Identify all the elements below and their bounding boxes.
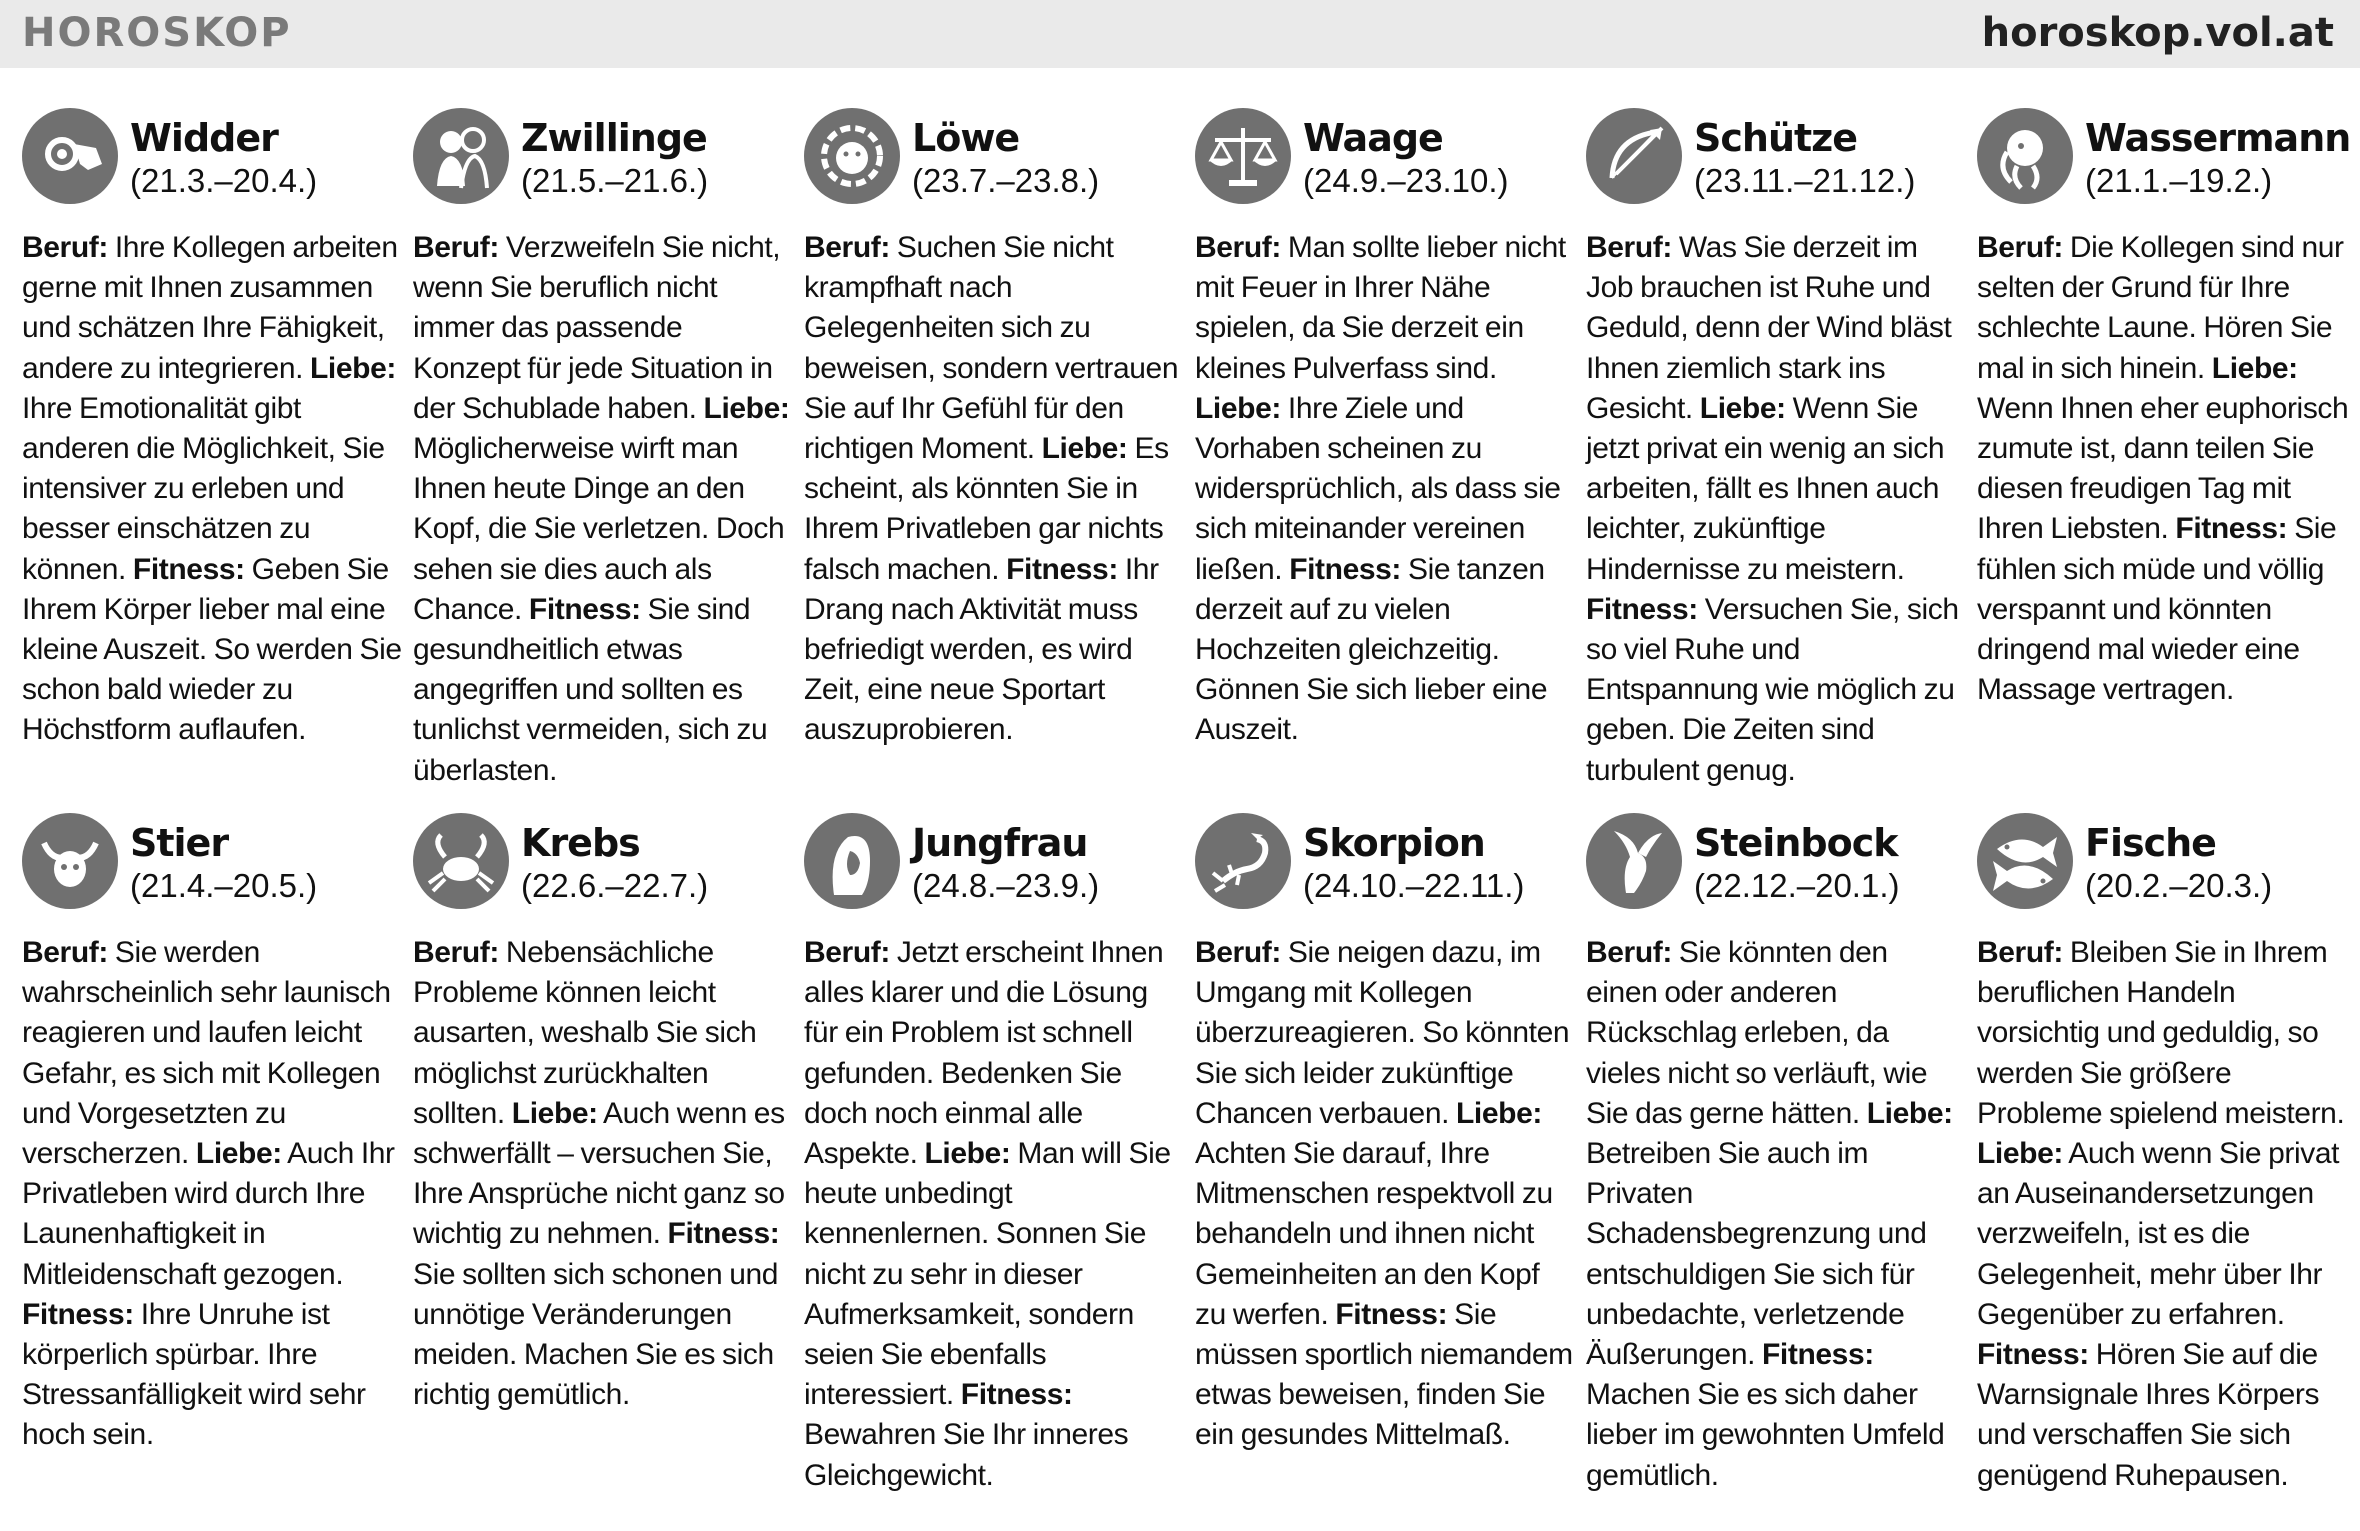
fitness-text: Machen Sie es sich daher lieber im gewohnten Umfeld gemütlich. (1586, 1378, 1945, 1492)
sign-header (1977, 813, 2357, 921)
liebe-label: Liebe: (1866, 1096, 1953, 1130)
sign-date: (24.8.–23.9.) (912, 867, 1100, 904)
sign-header (1586, 813, 1966, 921)
sign-name: Jungfrau (912, 821, 1088, 865)
sign-name: Löwe (912, 116, 1020, 160)
sign-titles (1694, 116, 1915, 202)
sign-card (1586, 813, 1966, 1518)
sign-header (413, 813, 793, 921)
sign-date: (21.1.–19.2.) (2085, 162, 2273, 199)
liebe-label: Liebe: (1699, 391, 1786, 425)
liebe-text: Es scheint, als könnten Sie in Ihrem Privatleben gar nichts falsch machen. (804, 432, 1169, 586)
fitness-text: Sie sollten sich schonen und unnötige Veränderungen meiden. Machen Sie es sich richtig gemütlich. (413, 1257, 779, 1412)
sign-text (804, 228, 1184, 751)
beruf-text: Sie könnten den einen oder anderen Rückschlag erleben, da vieles nicht so verläuft, wie Sie das gerne hätten. (1586, 936, 1928, 1130)
beruf-label: Beruf: (1586, 936, 1672, 969)
sign-card (804, 813, 1184, 1518)
fitness-text: Ihr Drang nach Aktivität muss befriedigt werden, es wird Zeit, eine neue Sportart auszuprobieren. (804, 552, 1159, 747)
sign-card (1586, 108, 1966, 813)
sign-name: Steinbock (1694, 821, 1898, 865)
sign-titles (1694, 821, 1899, 907)
sign-card (22, 108, 402, 813)
horoscope-grid (22, 108, 2352, 1518)
site-url: horoskop.vol.at (1981, 10, 2334, 56)
liebe-label: Liebe: (924, 1137, 1011, 1171)
sign-header (804, 813, 1184, 921)
header-bar (0, 0, 2360, 68)
sign-date: (21.4.–20.5.) (130, 867, 318, 904)
beruf-text: Jetzt erscheint Ihnen alles klarer und die Lösung für ein Problem ist schnell gefunden. Bedenken Sie doch noch einmal alle Aspekte. (804, 936, 1164, 1171)
sign-date: (22.12.–20.1.) (1694, 867, 1900, 904)
sign-text (413, 933, 793, 1415)
beruf-text: Man sollte lieber nicht mit Feuer in Ihrer Nähe spielen, da Sie derzeit ein kleines Pulverfass sind. (1195, 231, 1566, 385)
sign-titles (2085, 116, 2350, 202)
fitness-label: Fitness: (960, 1378, 1073, 1412)
liebe-text: Auch wenn es schwerfällt – versuchen Sie, Ihre Ansprüche nicht ganz so wichtig zu nehmen. (413, 1096, 785, 1251)
sign-date: (23.7.–23.8.) (912, 162, 1100, 199)
fitness-text: Geben Sie Ihrem Körper lieber mal eine kleine Auszeit. So werden Sie schon bald wieder zu Höchstform auflaufen. (22, 552, 402, 747)
sign-titles (1303, 116, 1508, 202)
liebe-label: Liebe: (511, 1096, 598, 1130)
archer-icon (1586, 108, 1682, 204)
lion-icon (804, 108, 900, 204)
liebe-label: Liebe: (1041, 432, 1128, 466)
liebe-label: Liebe: (310, 351, 396, 385)
beruf-text: Ihre Kollegen arbeiten gerne mit Ihnen zusammen und schätzen Ihre Fähigkeit, andere zu integrieren. (22, 231, 398, 385)
sign-card (22, 813, 402, 1518)
fitness-label: Fitness: (132, 552, 245, 586)
sign-titles (912, 821, 1099, 907)
ram-icon (22, 108, 118, 204)
beruf-label: Beruf: (1195, 231, 1281, 264)
fitness-text: Sie müssen sportlich niemandem etwas beweisen, finden Sie ein gesundes Mittelmaß. (1195, 1297, 1573, 1452)
liebe-text: Achten Sie darauf, Ihre Mitmenschen respektvoll zu behandeln und ihnen nicht Gemeinheiten an den Kopf zu werfen. (1195, 1137, 1553, 1331)
fitness-label: Fitness: (528, 592, 641, 626)
sign-text (22, 933, 402, 1456)
liebe-label: Liebe: (2211, 351, 2298, 385)
sign-text (1977, 228, 2357, 710)
beruf-label: Beruf: (1586, 231, 1672, 264)
sign-card (804, 108, 1184, 813)
fitness-text: Sie sind gesundheitlich etwas angegriffen und sollten es tunlichst vermeiden, sich zu überlasten. (413, 592, 768, 787)
sign-card (1195, 813, 1575, 1518)
crab-icon (413, 813, 509, 909)
fitness-label: Fitness: (1289, 552, 1402, 586)
sign-header (1195, 108, 1575, 216)
sign-date: (21.3.–20.4.) (130, 162, 318, 199)
sign-name: Waage (1303, 116, 1443, 160)
sign-date: (24.10.–22.11.) (1303, 867, 1525, 904)
scorpion-icon (1195, 813, 1291, 909)
sign-name: Wassermann (2085, 116, 2351, 160)
beruf-label: Beruf: (804, 936, 890, 969)
sign-name: Widder (130, 116, 278, 160)
beruf-text: Sie werden wahrscheinlich sehr launisch reagieren und laufen leicht Gefahr, es sich mit Kollegen und Vorgesetzten zu verscherzen. (22, 936, 391, 1171)
liebe-text: Auch Ihr Privatleben wird durch Ihre Launenhaftigkeit in Mitleidenschaft gezogen. (22, 1137, 395, 1291)
liebe-label: Liebe: (1195, 391, 1281, 425)
beruf-text: Was Sie derzeit im Job brauchen ist Ruhe und Geduld, denn der Wind bläst Ihnen ziemlich stark ins Gesicht. (1586, 231, 1952, 425)
liebe-text: Auch wenn Sie privat an Auseinandersetzungen verzweifeln, ist es die Gelegenheit, mehr über Ihr Gegenüber zu erfahren. (1977, 1137, 2340, 1331)
sign-card (413, 813, 793, 1518)
fitness-label: Fitness: (1977, 1338, 2089, 1372)
sign-text (1977, 933, 2357, 1496)
sign-text (22, 228, 402, 751)
beruf-text: Suchen Sie nicht krampfhaft nach Gelegenheiten sich zu beweisen, sondern vertrauen Sie auf Ihr Gefühl für den richtigen Moment. (804, 231, 1179, 466)
liebe-text: Möglicherweise wirft man Ihnen heute Dinge an den Kopf, die Sie verletzen. Doch sehen sie dies auch als Chance. (413, 432, 785, 626)
sign-name: Fische (2085, 821, 2216, 865)
sign-text (1586, 933, 1966, 1496)
sign-titles (2085, 821, 2272, 907)
sign-text (1586, 228, 1966, 791)
sign-date: (20.2.–20.3.) (2085, 867, 2273, 904)
liebe-label: Liebe: (703, 391, 790, 425)
sign-text (804, 933, 1184, 1496)
beruf-text: Verzweifeln Sie nicht, wenn Sie beruflich nicht immer das passende Konzept für jede Situation in der Schublade haben. (413, 231, 781, 425)
fitness-label: Fitness: (1006, 552, 1118, 586)
sign-name: Schütze (1694, 116, 1858, 160)
fitness-text: Sie tanzen derzeit auf zu vielen Hochzeiten gleichzeitig. Gönnen Sie sich lieber eine Auszeit. (1195, 552, 1548, 747)
beruf-label: Beruf: (1977, 231, 2063, 264)
sign-name: Zwillinge (521, 116, 707, 160)
beruf-text: Sie neigen dazu, im Umgang mit Kollegen überzureagieren. So könnten Sie sich leider zukünftige Chancen verbauen. (1195, 936, 1570, 1130)
sign-card (1977, 108, 2357, 813)
liebe-label: Liebe: (195, 1137, 282, 1171)
fitness-text: Hören Sie auf die Warnsignale Ihres Körpers und verschaffen Sie sich genügend Ruhepausen. (1977, 1338, 2320, 1492)
sign-name: Stier (130, 821, 229, 865)
fitness-text: Ihre Unruhe ist körperlich spürbar. Ihre Stressanfälligkeit wird sehr hoch sein. (22, 1297, 366, 1452)
beruf-label: Beruf: (413, 936, 499, 969)
liebe-text: Ihre Ziele und Vorhaben scheinen zu widersprüchlich, als dass sie sich miteinander vereinen ließen. (1195, 391, 1561, 586)
twins-icon (413, 108, 509, 204)
beruf-label: Beruf: (22, 936, 108, 969)
sign-header (413, 108, 793, 216)
sign-header (22, 108, 402, 216)
liebe-text: Man will Sie heute unbedingt kennenlernen. Sonnen Sie nicht zu sehr in dieser Aufmerksamkeit, sondern seien Sie ebenfalls interessiert. (804, 1137, 1171, 1412)
ibex-icon (1586, 813, 1682, 909)
fitness-label: Fitness: (22, 1297, 134, 1331)
bull-icon (22, 813, 118, 909)
sign-text (1195, 228, 1575, 751)
beruf-label: Beruf: (1195, 936, 1281, 969)
sign-text (413, 228, 793, 791)
beruf-label: Beruf: (804, 231, 890, 264)
fitness-label: Fitness: (2175, 512, 2288, 546)
sign-date: (23.11.–21.12.) (1694, 162, 1916, 199)
sign-date: (24.9.–23.10.) (1303, 162, 1509, 199)
fitness-text: Sie fühlen sich müde und völlig verspannt und könnten dringend mal wieder eine Massage vertragen. (1977, 512, 2337, 707)
fitness-label: Fitness: (1586, 592, 1698, 626)
sign-titles (521, 116, 708, 202)
liebe-text: Betreiben Sie auch im Privaten Schadensbegrenzung und entschuldigen Sie sich für unbedachte, verletzende Äußerungen. (1586, 1137, 1927, 1372)
beruf-text: Bleiben Sie in Ihrem beruflichen Handeln vorsichtig und geduldig, so werden Sie größere Probleme spielend meistern. (1977, 936, 2345, 1130)
liebe-text: Wenn Sie jetzt privat ein wenig an sich arbeiten, fällt es Ihnen auch leichter, zukünftige Hindernisse zu meistern. (1586, 391, 1945, 586)
fitness-text: Versuchen Sie, sich so viel Ruhe und Entspannung wie möglich zu geben. Die Zeiten sind turbulent genug. (1586, 592, 1959, 787)
section-title: HOROSKOP (22, 10, 292, 56)
sign-text (1195, 933, 1575, 1456)
fitness-text: Bewahren Sie Ihr inneres Gleichgewicht. (804, 1418, 1129, 1492)
virgin-icon (804, 813, 900, 909)
sign-header (1586, 108, 1966, 216)
liebe-text: Wenn Ihnen eher euphorisch zumute ist, dann teilen Sie diesen freudigen Tag mit Ihren Liebsten. (1977, 391, 2349, 546)
beruf-label: Beruf: (22, 231, 108, 264)
beruf-text: Nebensächliche Probleme können leicht ausarten, weshalb Sie sich möglichst zurückhalten sollten. (413, 936, 757, 1130)
sign-titles (1303, 821, 1524, 907)
beruf-label: Beruf: (413, 231, 499, 264)
sign-titles (130, 116, 317, 202)
sign-header (22, 813, 402, 921)
sign-titles (912, 116, 1099, 202)
sign-date: (22.6.–22.7.) (521, 867, 709, 904)
liebe-label: Liebe: (1977, 1137, 2063, 1171)
sign-name: Skorpion (1303, 821, 1485, 865)
sign-date: (21.5.–21.6.) (521, 162, 709, 199)
sign-header (804, 108, 1184, 216)
beruf-label: Beruf: (1977, 936, 2063, 969)
sign-header (1977, 108, 2357, 216)
water-bearer-icon (1977, 108, 2073, 204)
fitness-label: Fitness: (667, 1217, 780, 1251)
liebe-label: Liebe: (1456, 1096, 1542, 1130)
fitness-label: Fitness: (1335, 1297, 1448, 1331)
sign-name: Krebs (521, 821, 640, 865)
sign-header (1195, 813, 1575, 921)
sign-card (1195, 108, 1575, 813)
liebe-text: Ihre Emotionalität gibt anderen die Möglichkeit, Sie intensiver zu erleben und besser einschätzen zu können. (22, 391, 385, 586)
scales-icon (1195, 108, 1291, 204)
fish-icon (1977, 813, 2073, 909)
sign-card (1977, 813, 2357, 1518)
sign-titles (521, 821, 708, 907)
sign-card (413, 108, 793, 813)
sign-titles (130, 821, 317, 907)
fitness-label: Fitness: (1762, 1338, 1874, 1372)
beruf-text: Die Kollegen sind nur selten der Grund für Ihre schlechte Laune. Hören Sie mal in sich hinein. (1977, 231, 2344, 385)
